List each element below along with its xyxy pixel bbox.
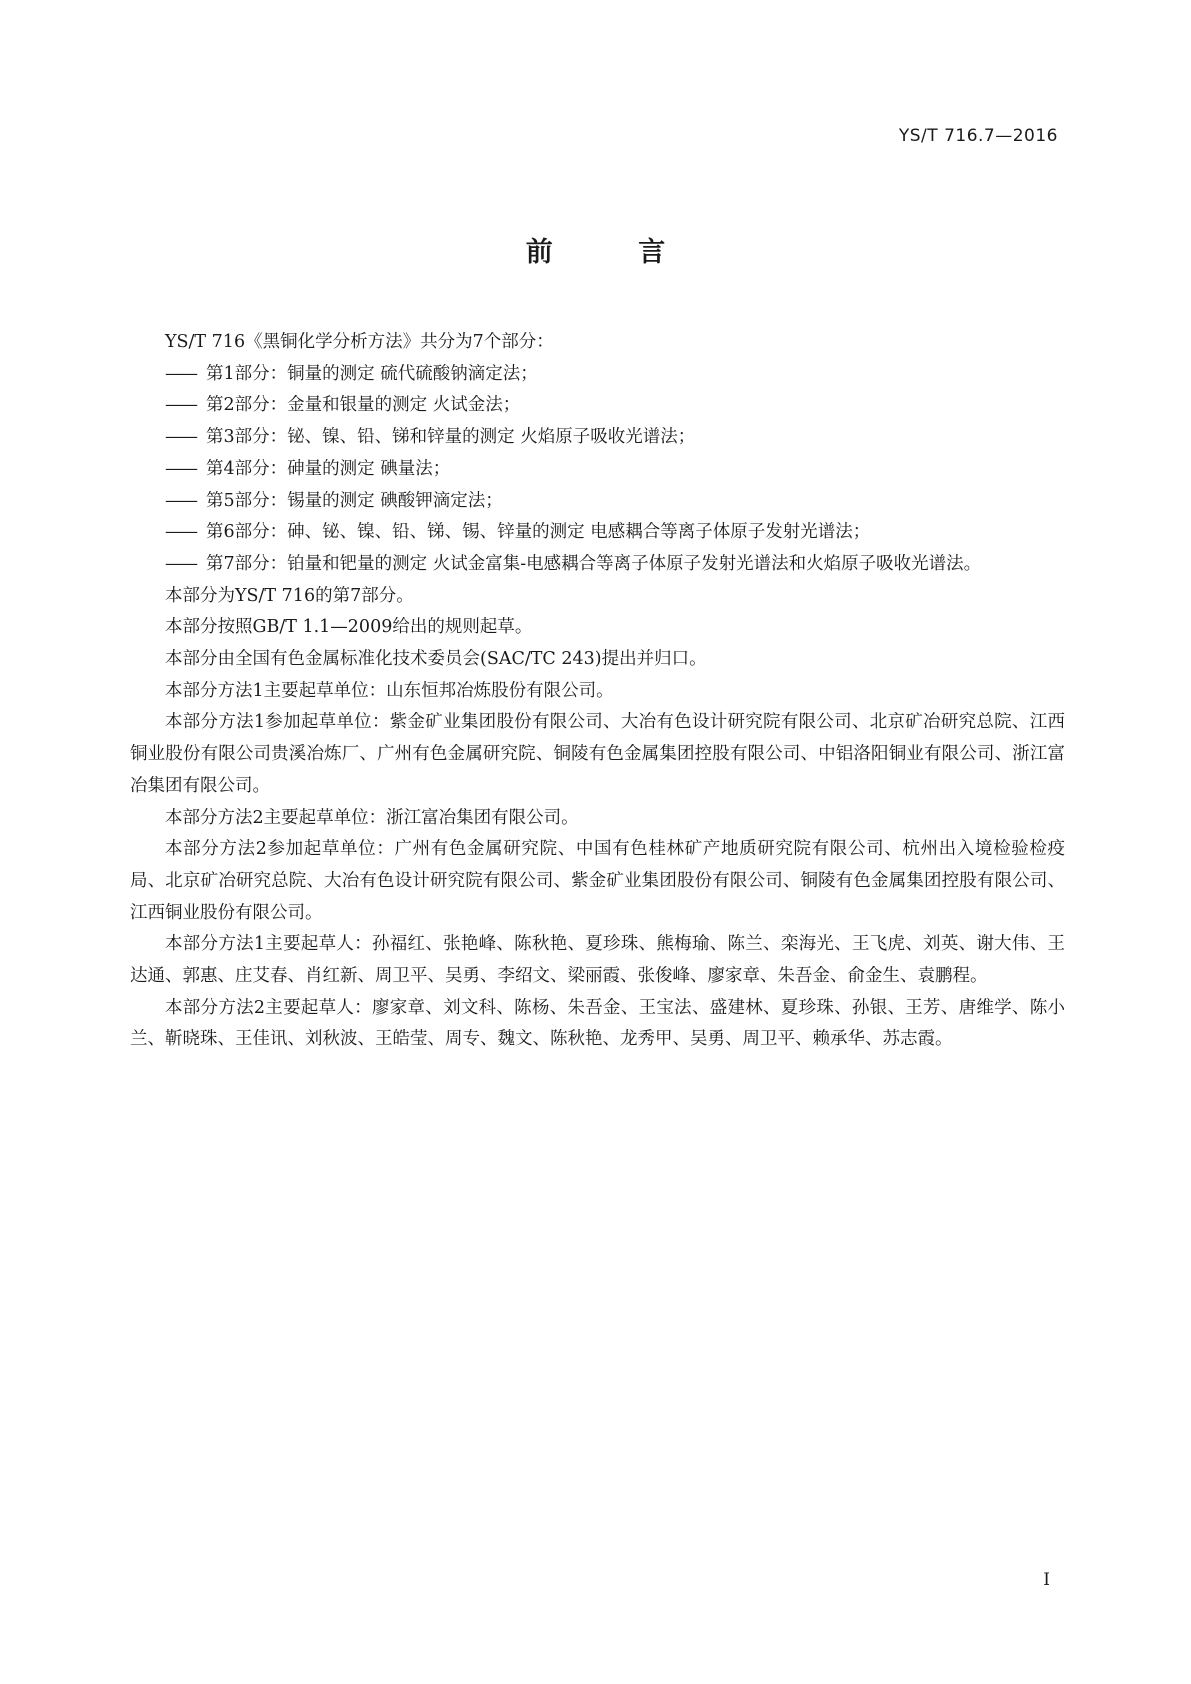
list-dash: —— xyxy=(165,395,196,416)
list-item-text: 第3部分：铋、镍、铅、锑和锌量的测定 火焰原子吸收光谱法； xyxy=(206,427,696,448)
list-dash: —— xyxy=(165,553,196,574)
document-body xyxy=(130,327,1065,1056)
paragraph-part-statement: 本部分为YS/T 716的第7部分。 xyxy=(165,585,414,606)
standard-code: YS/T 716.7—2016 xyxy=(898,126,1058,146)
list-item-text: 第6部分：砷、铋、镍、铅、锑、锡、锌量的测定 电感耦合等离子体原子发射光谱法； xyxy=(206,522,871,543)
page-number: I xyxy=(1043,1570,1050,1590)
list-item-text: 第4部分：砷量的测定 碘量法； xyxy=(206,458,451,479)
intro-paragraph: YS/T 716《黑铜化学分析方法》共分为7个部分： xyxy=(165,332,554,352)
paragraph-method2-drafters: 本部分方法2主要起草人：廖家章、刘文科、陈杨、朱吾金、王宝法、盛建林、夏珍珠、孙银、王芳、唐维学、陈小兰、靳晓珠、王佳讯、刘秋波、王皓莹、周专、魏文、陈秋艳、龙秀甲、吴勇、周卫平、赖承华、苏志霞。 xyxy=(130,997,1065,1050)
list-item xyxy=(130,486,1065,518)
paragraph-method2-main-unit: 本部分方法2主要起草单位：浙江富冶集团有限公司。 xyxy=(165,807,579,828)
paragraph-method1-drafters: 本部分方法1主要起草人：孙福红、张艳峰、陈秋艳、夏珍珠、熊梅瑜、陈兰、栾海光、王飞虎、刘英、谢大伟、王达通、郭惠、庄艾春、肖红新、周卫平、吴勇、李绍文、梁丽霞、张俊峰、廖家章、朱吾金、俞金生、袁鹏程。 xyxy=(130,934,1065,987)
page-title: 前 言 xyxy=(525,237,704,268)
paragraph-method1-main-unit: 本部分方法1主要起草单位：山东恒邦冶炼股份有限公司。 xyxy=(165,680,614,701)
list-item xyxy=(130,422,1065,454)
paragraph-committee: 本部分由全国有色金属标准化技术委员会(SAC/TC 243)提出并归口。 xyxy=(165,649,707,670)
paragraph-method1-participating-units: 本部分方法1参加起草单位：紫金矿业集团股份有限公司、大冶有色设计研究院有限公司、北京矿冶研究总院、江西铜业股份有限公司贵溪冶炼厂、广州有色金属研究院、铜陵有色金属集团控股有限公司、中铝洛阳铜业有限公司、浙江富冶集团有限公司。 xyxy=(130,712,1065,796)
list-dash: —— xyxy=(165,458,196,479)
list-dash: —— xyxy=(165,427,196,448)
paragraph-method2-participating-units: 本部分方法2参加起草单位：广州有色金属研究院、中国有色桂林矿产地质研究院有限公司、杭州出入境检验检疫局、北京矿冶研究总院、大冶有色设计研究院有限公司、紫金矿业集团股份有限公司、铜陵有色金属集团控股有限公司、江西铜业股份有限公司。 xyxy=(130,839,1065,923)
list-item xyxy=(130,549,1065,581)
list-item-text: 第5部分：锡量的测定 碘酸钾滴定法； xyxy=(206,490,503,511)
list-item xyxy=(130,390,1065,422)
list-dash: —— xyxy=(165,490,196,511)
list-item-text: 第2部分：金量和银量的测定 火试金法； xyxy=(206,395,521,416)
list-item-text: 第1部分：铜量的测定 硫代硫酸钠滴定法； xyxy=(206,363,538,384)
paragraph-drafting-rules: 本部分按照GB/T 1.1—2009给出的规则起草。 xyxy=(165,617,533,638)
list-item xyxy=(130,517,1065,549)
list-item xyxy=(130,359,1065,391)
list-item xyxy=(130,454,1065,486)
list-dash: —— xyxy=(165,363,196,384)
list-dash: —— xyxy=(165,522,196,543)
list-item-text: 第7部分：铂量和钯量的测定 火试金富集-电感耦合等离子体原子发射光谱法和火焰原子吸收光谱法。 xyxy=(206,553,982,574)
